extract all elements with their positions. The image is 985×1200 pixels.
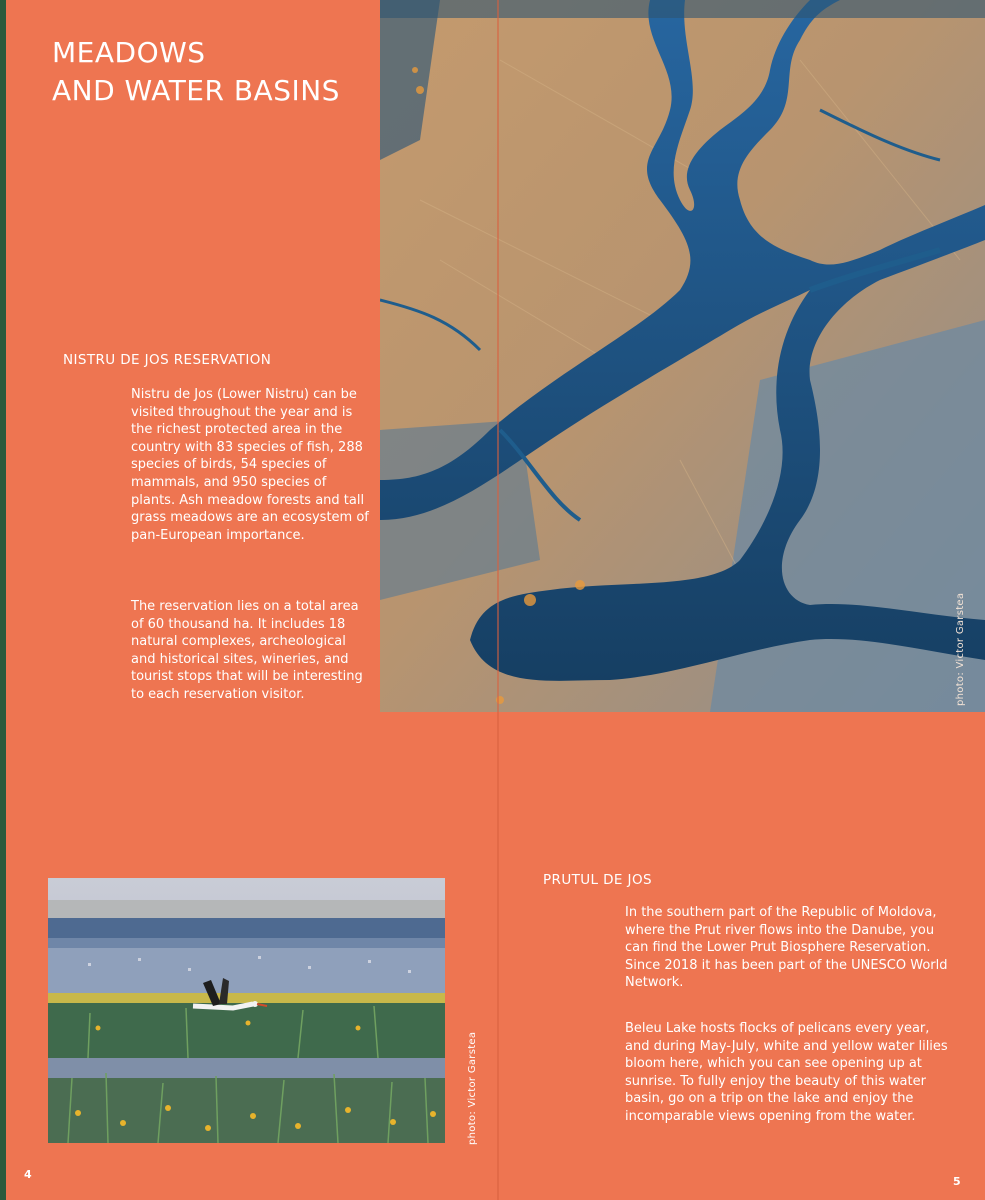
- nistru-paragraph-2: [131, 598, 371, 704]
- prut-text-2: Beleu Lake hosts flocks of pelicans every year, and during May-July, white and yellow water lilies bloom here, which you can see opening up at sunrise. To fully enjoy the beauty of this water basin, go on a trip on the lake and enjoy the incomparable views opening from the water.: [625, 1021, 948, 1124]
- stork-wetland-photo: [48, 878, 445, 1143]
- nistru-text-1: Nistru de Jos (Lower Nistru) can be visited throughout the year and is the richest protected area in the country with 83 species of fish, 288 species of birds, 54 species of mammals, and 950 species of plants. Ash meadow forests and tall grass meadows are an ecosystem of pan-European importance.: [131, 387, 369, 543]
- title-line-1: MEADOWS: [52, 36, 206, 69]
- section-heading-nistru: NISTRU DE JOS RESERVATION: [63, 352, 272, 368]
- prut-text-1: In the southern part of the Republic of Moldova, where the Prut river flows into the Danube, you can find the Lower Prut Biosphere Reservation. Since 2018 it has been part of the UNESCO World Network.: [625, 905, 948, 991]
- title-line-2: AND WATER BASINS: [52, 74, 340, 107]
- stork-photo-credit: photo: Victor Garstea: [467, 1031, 478, 1145]
- aerial-river-photo: [380, 0, 985, 712]
- section-heading-prut: PRUTUL DE JOS: [543, 872, 652, 888]
- page-number-left: 4: [24, 1168, 32, 1181]
- prut-paragraph-2: [625, 1020, 955, 1126]
- nistru-text-2: The reservation lies on a total area of 60 thousand ha. It includes 18 natural complexes, archeological and historical sites, wineries, and tourist stops that will be interesting to each reservation visitor.: [131, 599, 363, 702]
- nistru-paragraph-1: [131, 386, 371, 544]
- page-fold: [497, 0, 499, 1200]
- page-number-right: 5: [953, 1175, 961, 1188]
- prut-paragraph-1: [625, 904, 955, 992]
- page-title: [52, 34, 340, 110]
- spine-edge: [0, 0, 6, 1200]
- aerial-photo-credit: photo: Victor Garstea: [955, 592, 966, 706]
